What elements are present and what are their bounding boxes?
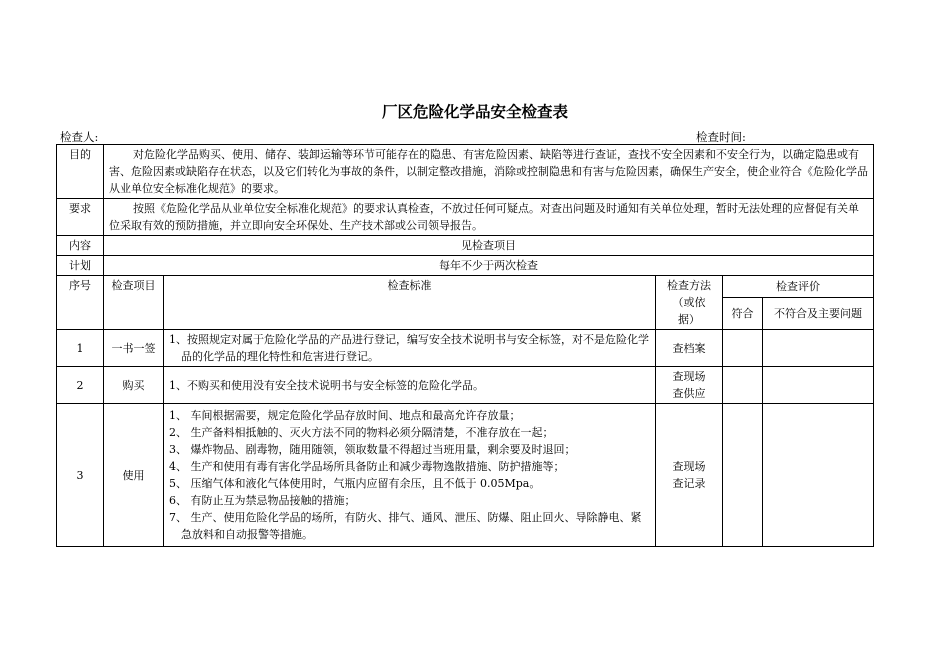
- header-method: 检查方法（或依据）: [656, 276, 723, 330]
- plan-label: 计划: [57, 256, 104, 276]
- method-line: 查现场: [672, 370, 706, 383]
- method-line: 查现场: [672, 460, 706, 473]
- item-no: 1: [57, 330, 104, 367]
- item-conform-cell: [723, 330, 763, 367]
- standard-line: 4、 生产和使用有毒有害化学品场所具备防止和减少毒物逸散措施、防护措施等；: [169, 460, 565, 473]
- method-line: 查供应: [672, 387, 706, 400]
- requirement-label: 要求: [57, 199, 104, 236]
- standard-line: 3、 爆炸物品、剧毒物，随用随领，领取数量不得超过当班用量，剩余要及时退回；: [169, 443, 576, 456]
- item-method: [656, 404, 723, 547]
- inspection-table: [56, 144, 874, 547]
- standard-line: 7、 生产、使用危险化学品的场所，有防火、排气、通风、泄压、防爆、阻止回火、导除静电、紧急放料和自动报警等措施。: [169, 511, 642, 541]
- item-standard: [164, 330, 656, 367]
- item-nonconform-cell: [763, 330, 874, 367]
- item-method: [656, 330, 723, 367]
- purpose-text: 对危险化学品购买、使用、储存、装卸运输等环节可能存在的隐患、有害危险因素、缺陷等进行查证，查找不安全因素和不安全行为，以确定隐患或有害、危险因素或缺陷存在状态，以及它们转化为事故的条件，以制定整改措施，消除或控制隐患和有害与危险因素，确保生产安全，使企业符合《危险化学品从业单位安全标准化规范》的要求。: [104, 145, 874, 199]
- header-row: [57, 276, 874, 298]
- item-row: [57, 404, 874, 547]
- plan-text: 每年不少于两次检查: [104, 256, 874, 276]
- item-no: 3: [57, 404, 104, 547]
- standard-line: 2、 生产备料相抵触的、灭火方法不同的物料必须分隔清楚，不准存放在一起；: [169, 426, 554, 439]
- requirement-row: [57, 199, 874, 236]
- item-standard: [164, 367, 656, 404]
- item-rows: [57, 330, 874, 547]
- header-nonconform: 不符合及主要问题: [763, 298, 874, 330]
- plan-row: [57, 256, 874, 276]
- item-row: [57, 367, 874, 404]
- item-row: [57, 330, 874, 367]
- standard-line: 1、按照规定对属于危险化学品的产品进行登记，编写安全技术说明书与安全标签，对不是危险化学品的化学品的理化特性和危害进行登记。: [169, 333, 649, 363]
- item-nonconform-cell: [763, 367, 874, 404]
- inspector-label: 检查人:: [60, 130, 99, 144]
- standard-line: 5、 压缩气体和液化气体使用时，气瓶内应留有余压，且不低于 0.05Mpa。: [169, 477, 541, 490]
- content-label: 内容: [57, 236, 104, 256]
- standard-line: 6、 有防止互为禁忌物品接触的措施；: [169, 494, 356, 507]
- content-text: 见检查项目: [104, 236, 874, 256]
- header-no: 序号: [57, 276, 104, 330]
- item-name: 购买: [104, 367, 164, 404]
- item-standard: [164, 404, 656, 547]
- content-row: [57, 236, 874, 256]
- item-no: 2: [57, 367, 104, 404]
- purpose-label: 目的: [57, 145, 104, 199]
- item-name: 一书一签: [104, 330, 164, 367]
- item-nonconform-cell: [763, 404, 874, 547]
- header-evaluation: 检查评价: [723, 276, 874, 298]
- header-conform: 符合: [723, 298, 763, 330]
- item-conform-cell: [723, 367, 763, 404]
- page-title: 厂区危险化学品安全检查表: [381, 103, 568, 121]
- item-name: 使用: [104, 404, 164, 547]
- standard-line: 1、 车间根据需要，规定危险化学品存放时间、地点和最高允许存放量；: [169, 409, 521, 422]
- item-method: [656, 367, 723, 404]
- purpose-row: [57, 145, 874, 199]
- method-line: 查档案: [672, 341, 706, 355]
- standard-line: 1、不购买和使用没有安全技术说明书与安全标签的危险化学品。: [169, 378, 484, 392]
- inspection-time-label: 检查时间:: [696, 130, 746, 144]
- item-conform-cell: [723, 404, 763, 547]
- method-line: 查记录: [672, 477, 706, 490]
- header-item: 检查项目: [104, 276, 164, 330]
- header-standard: 检查标准: [164, 276, 656, 330]
- requirement-text: 按照《危险化学品从业单位安全标准化规范》的要求认真检查，不放过任何可疑点。对查出问题及时通知有关单位处理，暂时无法处理的应督促有关单位采取有效的预防措施，并立即向安全环保处、生产技术部或公司领导报告。: [104, 199, 874, 236]
